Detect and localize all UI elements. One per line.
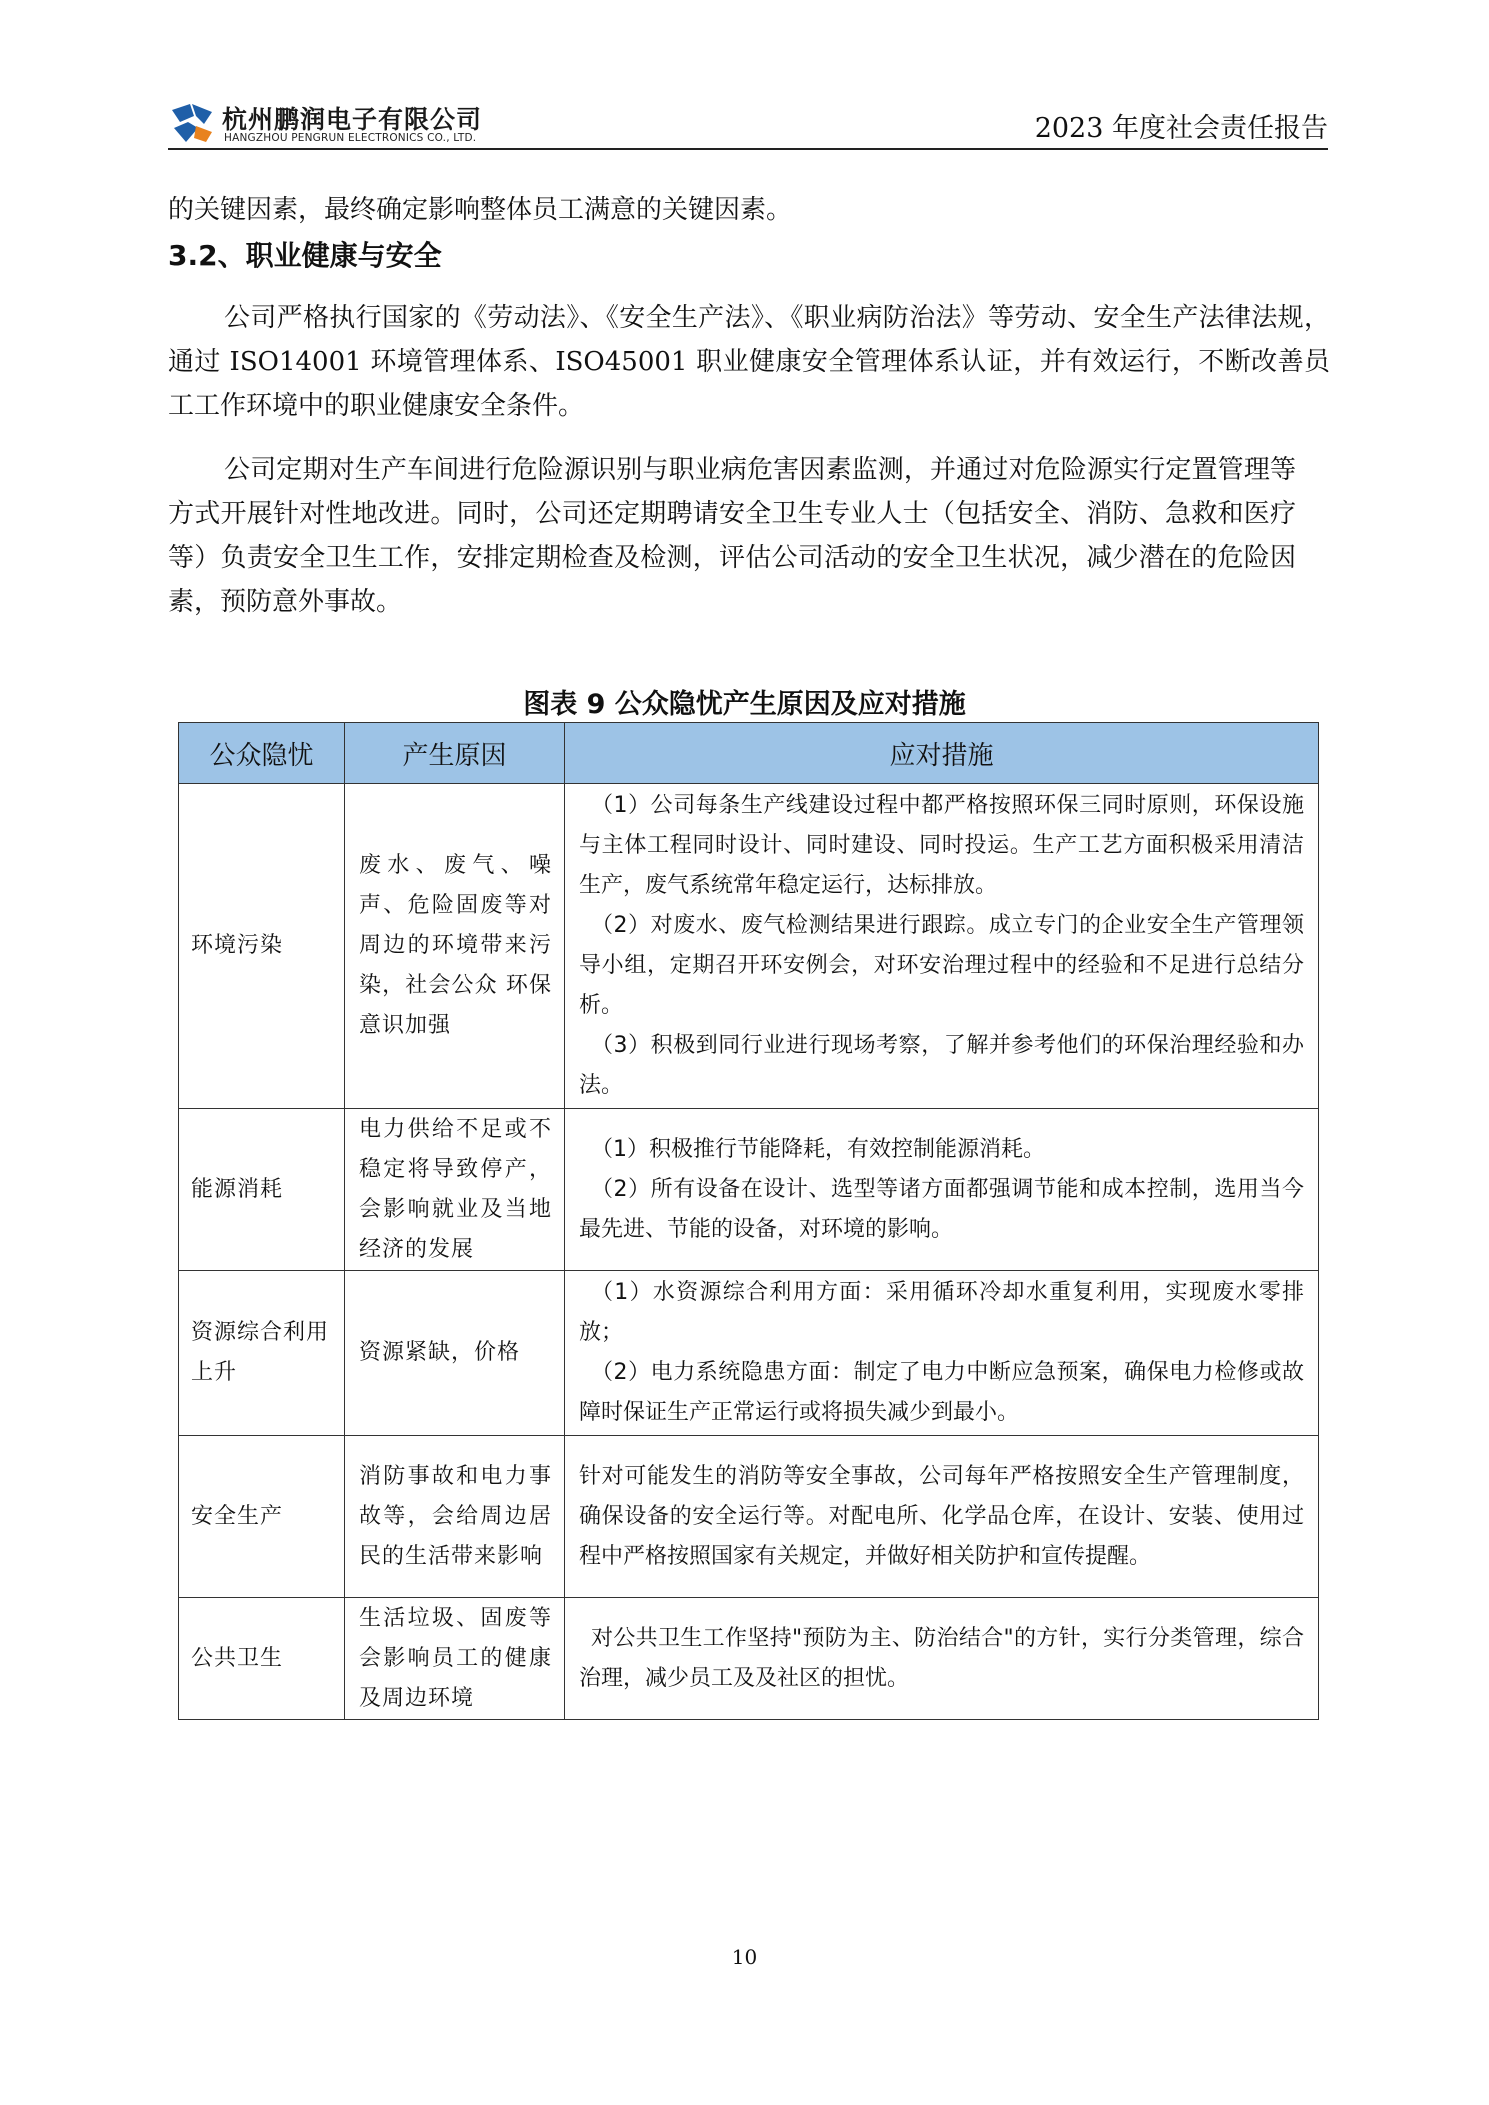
public-concerns-table	[178, 722, 1319, 1720]
concern-cell: 能源消耗	[179, 1109, 345, 1271]
measure-item: （2）电力系统隐患方面：制定了电力中断应急预案，确保电力检修或故障时保证生产正常运行或将损失减少到最小。	[579, 1360, 1304, 1425]
concern-cell: 环境污染	[179, 784, 345, 1109]
paragraph-text: 公司定期对生产车间进行危险源识别与职业病危害因素监测，并通过对危险源实行定置管理等方式开展针对性地改进。同时，公司还定期聘请安全卫生专业人士（包括安全、消防、急救和医疗等）负责安全卫生工作，安排定期检查及检测，评估公司活动的安全卫生状况，减少潜在的危险因素，预防意外事故。	[168, 455, 1296, 617]
table-caption: 图表 9 公众隐忧产生原因及应对措施	[523, 689, 966, 720]
page-number: 10	[731, 1945, 758, 1969]
header-concern: 公众隐忧	[179, 723, 345, 784]
paragraph-hazard-monitoring	[168, 448, 1296, 624]
concern-cell: 资源综合利用上升	[179, 1271, 345, 1436]
company-logo-icon	[168, 102, 216, 144]
concern-cell: 安全生产	[179, 1436, 345, 1598]
header-cause: 产生原因	[345, 723, 565, 784]
section-heading: 3.2、职业健康与安全	[168, 239, 442, 272]
table-row	[179, 1271, 1319, 1436]
measure-item: 针对可能发生的消防等安全事故，公司每年严格按照安全生产管理制度，确保设备的安全运行等。对配电所、化学品仓库，在设计、安装、使用过程中严格按照国家有关规定，并做好相关防护和宣传提醒。	[579, 1463, 1304, 1569]
measures-cell	[565, 784, 1319, 1109]
cause-cell: 消防事故和电力事故等，会给周边居民的生活带来影响	[345, 1436, 565, 1598]
table-row	[179, 784, 1319, 1109]
concern-cell: 公共卫生	[179, 1598, 345, 1720]
cause-cell: 资源紧缺，价格	[345, 1271, 565, 1436]
page-header	[168, 100, 1328, 146]
company-name-cn: 杭州鹏润电子有限公司	[222, 105, 483, 134]
report-title: 2023 年度社会责任报告	[1034, 113, 1328, 144]
cause-cell: 废水、废气、噪声、危险固废等对周边的环境带来污染，社会公众 环保意识加强	[345, 784, 565, 1109]
company-name-en: HANGZHOU PENGRUN ELECTRONICS CO., LTD.	[224, 132, 477, 144]
header-measures: 应对措施	[565, 723, 1319, 784]
cause-cell: 生活垃圾、固废等会影响员工的健康及周边环境	[345, 1598, 565, 1720]
header-divider	[168, 148, 1328, 150]
measure-item: （2）所有设备在设计、选型等诸方面都强调节能和成本控制，选用当今最先进、节能的设备，对环境的影响。	[579, 1176, 1304, 1242]
measure-item: （1）公司每条生产线建设过程中都严格按照环保三同时原则，环保设施与主体工程同时设计、同时建设、同时投运。生产工艺方面积极采用清洁生产，废气系统常年稳定运行，达标排放。	[579, 793, 1304, 898]
measures-cell	[565, 1436, 1319, 1598]
paragraph-text: 公司严格执行国家的《劳动法》、《安全生产法》、《职业病防治法》等劳动、安全生产法律法规，通过 ISO14001 环境管理体系、ISO45001 职业健康安全管理体系认证，并有效运行，不断改善员工工作环境中的职业健康安全条件。	[168, 303, 1330, 421]
measure-item: （1）积极推行节能降耗，有效控制能源消耗。	[591, 1136, 1045, 1162]
paragraph-occupational-health	[168, 296, 1330, 428]
table-header-row	[179, 723, 1319, 784]
paragraph-continuation	[168, 188, 1330, 232]
measures-cell	[565, 1598, 1319, 1720]
measures-cell	[565, 1271, 1319, 1436]
table-row	[179, 1109, 1319, 1271]
measure-item: （3）积极到同行业进行现场考察，了解并参考他们的环保治理经验和办法。	[579, 1033, 1304, 1098]
table-row	[179, 1436, 1319, 1598]
table-row	[179, 1598, 1319, 1720]
paragraph-text: 的关键因素，最终确定影响整体员工满意的关键因素。	[168, 195, 793, 225]
cause-cell: 电力供给不足或不稳定将导致停产，会影响就业及当地经济的发展	[345, 1109, 565, 1271]
measures-cell	[565, 1109, 1319, 1271]
measure-item: （1）水资源综合利用方面：采用循环冷却水重复利用，实现废水零排放；	[579, 1280, 1304, 1345]
measure-item: （2）对废水、废气检测结果进行跟踪。成立专门的企业安全生产管理领导小组，定期召开环安例会，对环安治理过程中的经验和不足进行总结分析。	[579, 913, 1304, 1018]
measure-item: 对公共卫生工作坚持"预防为主、防治结合"的方针，实行分类管理，综合治理，减少员工及及社区的担忧。	[579, 1625, 1304, 1691]
